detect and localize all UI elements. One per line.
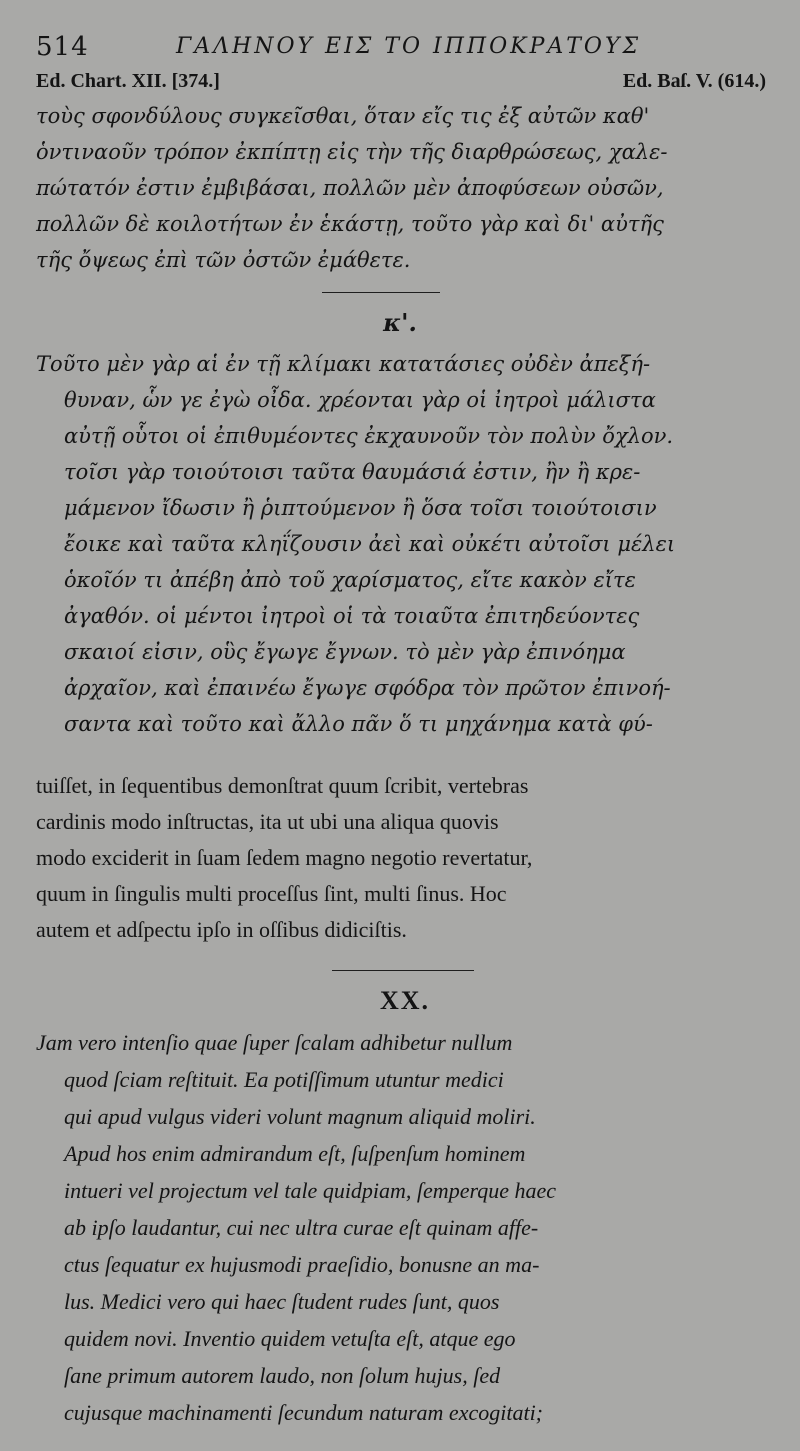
text-line: qui apud vulgus videri volunt magnum aliquid moliri. bbox=[64, 1104, 536, 1129]
running-head: ΓΑΛΗΝΟΥ ΕΙΣ ΤΟ ΙΠΠΟΚΡΑΤΟΥΣ bbox=[176, 34, 642, 59]
text-line: ab ipſo laudantur, cui nec ultra curae eſt quinam affe- bbox=[64, 1215, 539, 1240]
text-line: μάμενον ἴδωσιν ἢ ῥιπτούμενον ἢ ὅσα τοῖσι τοιούτοισιν bbox=[64, 496, 657, 520]
text-line: autem et adſpectu ipſo in oſſibus didiciſtis. bbox=[36, 917, 407, 942]
text-line: tuiſſet, in ſequentibus demonſtrat quum ſcribit, vertebras bbox=[36, 773, 529, 798]
text-line: cardinis modo inſtructas, ita ut ubi una aliqua quovis bbox=[36, 809, 499, 834]
text-line: πώτατόν ἐστιν ἐμβιβάσαι, πολλῶν μὲν ἀποφύσεων οὐσῶν, bbox=[36, 176, 664, 200]
text-line: ctus ſequatur ex hujusmodi praeſidio, bonusne an ma- bbox=[64, 1252, 540, 1277]
greek-commentary-text bbox=[36, 98, 766, 278]
latin-section-number: XX. bbox=[379, 986, 431, 1015]
text-line: ſane primum autorem laudo, non ſolum hujus, ſed bbox=[64, 1363, 501, 1388]
section-divider bbox=[322, 292, 440, 293]
text-line: quum in ſingulis multi proceſſus ſint, multi ſinus. Hoc bbox=[36, 881, 507, 906]
latin-section-text bbox=[36, 1024, 770, 1431]
text-line: σαντα καὶ τοῦτο καὶ ἄλλο πᾶν ὅ τι μηχάνημα κατὰ φύ- bbox=[64, 712, 653, 736]
text-line: intueri vel projectum vel tale quidpiam, ſemperque haec bbox=[64, 1178, 557, 1203]
edition-basel: Ed. Baſ. V. (614.) bbox=[622, 70, 766, 92]
text-line: ἀρχαῖον, καὶ ἐπαινέω ἔγωγε σφόδρα τὸν πρῶτον ἐπινοή- bbox=[64, 676, 671, 700]
text-line: ἔοικε καὶ ταῦτα κληΐζουσιν ἀεὶ καὶ οὐκέτι αὐτοῖσι μέλει bbox=[64, 532, 676, 556]
greek-section-text bbox=[36, 346, 766, 742]
page-header bbox=[36, 28, 770, 68]
text-line: quidem novi. Inventio quidem vetuſta eſt, atque ego bbox=[64, 1326, 516, 1351]
text-line: τῆς ὄψεως ἐπὶ τῶν ὀστῶν ἐμάθετε. bbox=[36, 248, 411, 272]
text-line: πολλῶν δὲ κοιλοτήτων ἐν ἑκάστῃ, τοῦτο γὰρ καὶ δι' αὐτῆς bbox=[36, 212, 664, 236]
text-line: αὐτῇ οὗτοι οἱ ἐπιθυμέοντες ἐκχαυνοῦν τὸν πολὺν ὄχλον. bbox=[64, 424, 674, 448]
edition-chartier: Ed. Chart. XII. [374.] bbox=[36, 70, 220, 92]
text-line: quod ſciam reſtituit. Ea potiſſimum utuntur medici bbox=[64, 1067, 504, 1092]
text-line: ἀγαθόν. οἱ μέντοι ἰητροὶ οἱ τὰ τοιαῦτα ἐπιτηδεύοντες bbox=[64, 604, 640, 628]
page-number: 514 bbox=[36, 32, 89, 62]
section-divider bbox=[332, 970, 474, 971]
text-line: τοὺς σφονδύλους συγκεῖσθαι, ὅταν εἴς τις ἐξ αὐτῶν καθ' bbox=[36, 104, 650, 128]
text-line: Apud hos enim admirandum eſt, ſuſpenſum hominem bbox=[64, 1141, 526, 1166]
text-line: cujusque machinamenti ſecundum naturam excogitati; bbox=[64, 1400, 544, 1425]
text-line: modo exciderit in ſuam ſedem magno negotio revertatur, bbox=[36, 845, 533, 870]
text-line: Τοῦτο μὲν γὰρ αἱ ἐν τῇ κλίμακι κατατάσιες οὐδὲν ἀπεξή- bbox=[36, 352, 651, 376]
text-line: ὁκοῖόν τι ἀπέβη ἀπὸ τοῦ χαρίσματος, εἴτε κακὸν εἴτε bbox=[64, 568, 636, 592]
edition-references bbox=[36, 70, 766, 98]
greek-section-number: κ'. bbox=[383, 308, 417, 337]
text-line: σκαιοί εἰσιν, οὓς ἔγωγε ἔγνων. τὸ μὲν γὰρ ἐπινόημα bbox=[64, 640, 626, 664]
text-line: ὁντιναοῦν τρόπον ἐκπίπτῃ εἰς τὴν τῆς διαρθρώσεως, χαλε- bbox=[36, 140, 668, 164]
text-line: θυναν, ὧν γε ἐγὼ οἶδα. χρέονται γὰρ οἱ ἰητροὶ μάλιστα bbox=[64, 388, 656, 412]
text-line: τοῖσι γὰρ τοιούτοισι ταῦτα θαυμάσιά ἐστιν, ἢν ἢ κρε- bbox=[64, 460, 641, 484]
text-line: Jam vero intenſio quae ſuper ſcalam adhibetur nullum bbox=[36, 1030, 513, 1055]
text-line: lus. Medici vero qui haec ſtudent rudes ſunt, quos bbox=[64, 1289, 500, 1314]
latin-commentary-text bbox=[36, 768, 770, 948]
